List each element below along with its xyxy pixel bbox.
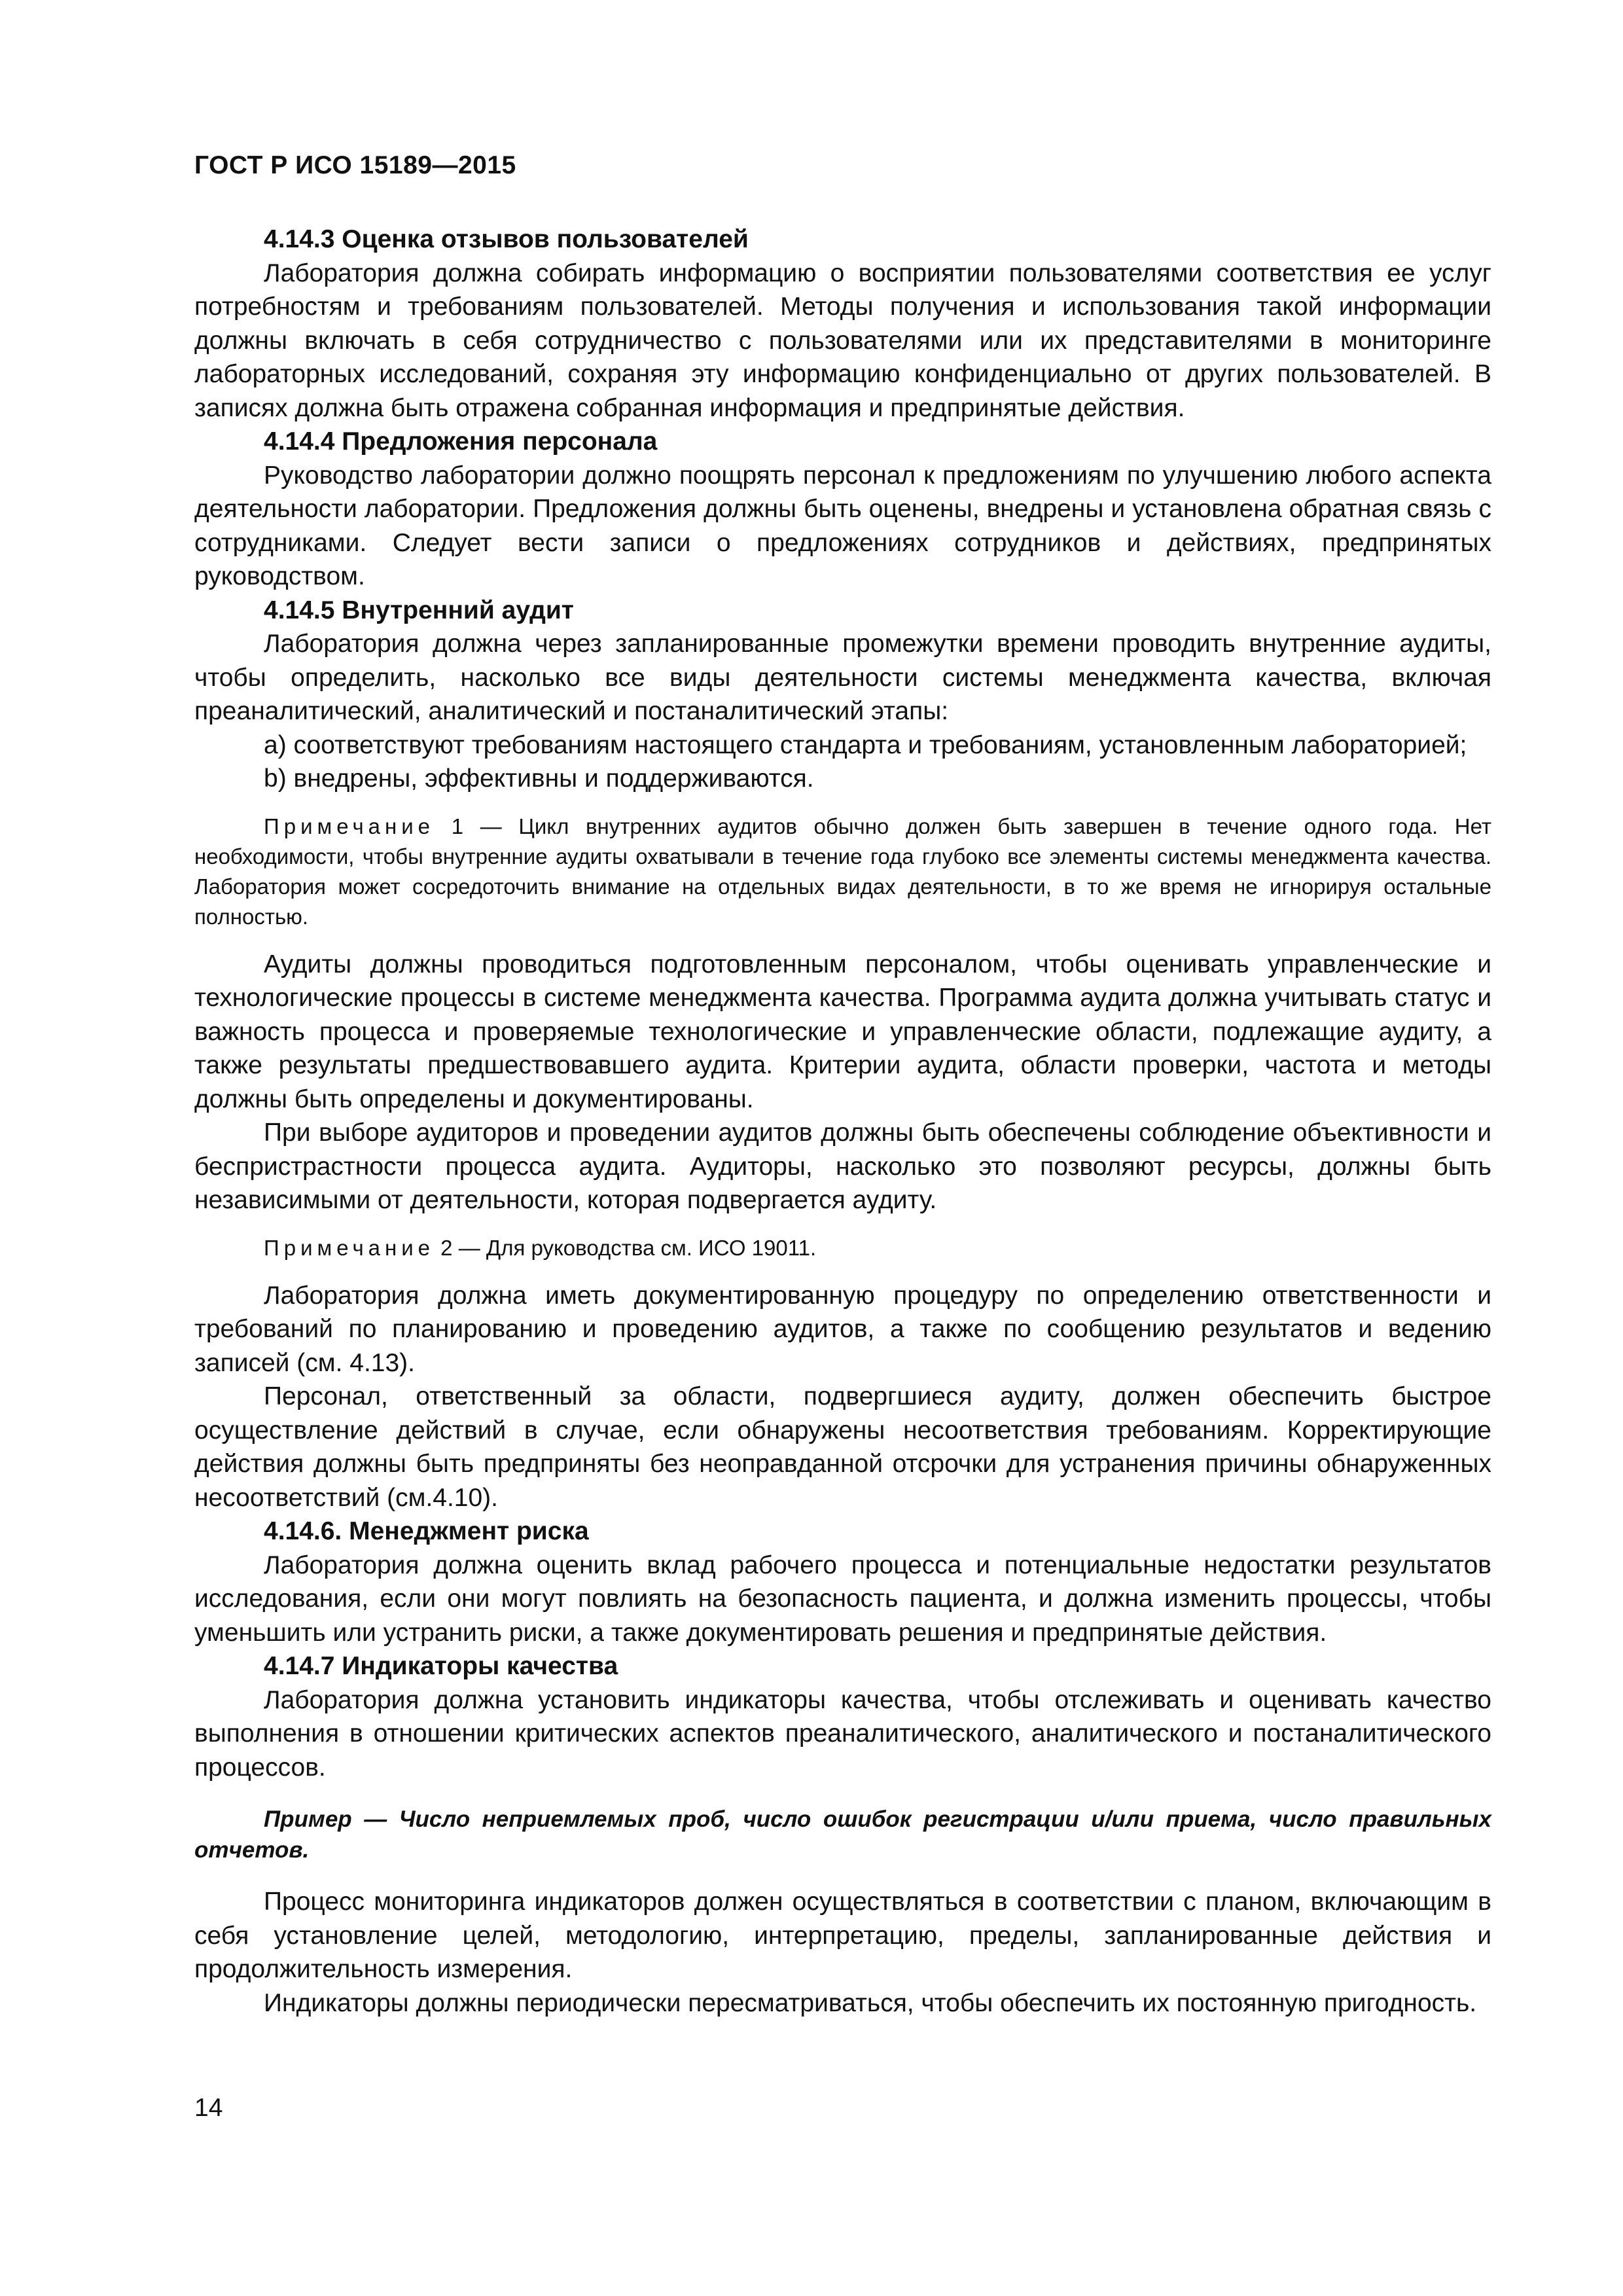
example-text: Пример — Число неприемлемых проб, число ошибок регистрации и/или приема, число правильных отчетов. [194, 1806, 1491, 1863]
section-heading-4-14-6: 4.14.6. Менеджмент риска [264, 1517, 589, 1545]
section-heading-4-14-3: 4.14.3 Оценка отзывов пользователей [264, 225, 749, 253]
section-heading-4-14-7: 4.14.7 Индикаторы качества [264, 1652, 618, 1680]
paragraph: Руководство лаборатории должно поощрять персонал к предложениям по улучшению любого аспекта деятельности лаборатории. Предложения должны быть оценены, внедрены и установлена обратная связь с сотрудниками. Следует вести записи о предложениях сотрудников и действиях, предпринятых руководством. [194, 461, 1491, 590]
paragraph: Лаборатория должна через запланированные промежутки времени проводить внутренние аудиты, чтобы определить, насколько все виды деятельности системы менеджмента качества, включая преаналитический, аналитический и постаналитический этапы: [194, 630, 1491, 725]
document-body [194, 223, 1491, 2020]
note-1 [194, 812, 1491, 932]
note-label: Примечание [264, 1235, 435, 1260]
list-item-a: а) соответствуют требованиям настоящего стандарта и требованиям, установленным лабораторией; [264, 730, 1467, 759]
page-number: 14 [194, 2094, 223, 2122]
note-label: Примечание [264, 814, 435, 838]
note-2 [194, 1233, 1491, 1263]
paragraph: Индикаторы должны периодически пересматриваться, чтобы обеспечить их постоянную пригодность. [264, 1988, 1477, 2017]
paragraph: Лаборатория должна установить индикаторы качества, чтобы отслеживать и оценивать качество выполнения в отношении критических аспектов преаналитического, аналитического и постаналитического процессов. [194, 1685, 1491, 1782]
document-header: ГОСТ Р ИСО 15189—2015 [194, 151, 516, 179]
list-item-b: b) внедрены, эффективны и поддерживаются. [264, 764, 814, 793]
paragraph: При выборе аудиторов и проведении аудитов должны быть обеспечены соблюдение объективности и беспристрастности процесса аудита. Аудиторы, насколько это позволяют ресурсы, должны быть независимыми от деятельности, которая подвергается аудиту. [194, 1119, 1491, 1214]
paragraph: Персонал, ответственный за области, подвергшиеся аудиту, должен обеспечить быстрое осуществление действий в случае, если обнаружены несоответствия требованиям. Корректирующие действия должны быть предприняты без неоправданной отсрочки для устранения причины обнаруженных несоответствий (см.4.10). [194, 1382, 1491, 1512]
section-heading-4-14-4: 4.14.4 Предложения персонала [264, 427, 658, 456]
paragraph: Лаборатория должна иметь документированную процедуру по определению ответственности и требований по планированию и проведению аудитов, а также по сообщению результатов и ведению записей (см. 4.13). [194, 1281, 1491, 1377]
paragraph: Аудиты должны проводиться подготовленным персоналом, чтобы оценивать управленческие и технологические процессы в системе менеджмента качества. Программа аудита должна учитывать статус и важность процесса и проверяемые технологические и управленческие области, подлежащие аудиту, а также результаты предшествовавшего аудита. Критерии аудита, области проверки, частота и методы должны быть определены и документированы. [194, 950, 1491, 1113]
note-text: 1 — Цикл внутренних аудитов обычно должен быть завершен в течение одного года. Нет необходимости, чтобы внутренние аудиты охватывали в течение года глубоко все элементы системы менеджмента качества. Лаборатория может сосредоточить внимание на отдельных видах деятельности, в то же время не игнорируя остальные полностью. [194, 814, 1491, 929]
paragraph: Лаборатория должна оценить вклад рабочего процесса и потенциальные недостатки результатов исследования, если они могут повлиять на безопасность пациента, и должна изменить процессы, чтобы уменьшить или устранить риски, а также документировать решения и предпринятые действия. [194, 1551, 1491, 1647]
paragraph: Лаборатория должна собирать информацию о восприятии пользователями соответствия ее услуг потребностям и требованиям пользователей. Методы получения и использования такой информации должны включать в себя сотрудничество с пользователями или их представителями в мониторинге лабораторных исследований, сохраняя эту информацию конфиденциально от других пользователей. В записях должна быть отражена собранная информация и предпринятые действия. [194, 259, 1491, 422]
note-text: 2 — Для руководства см. ИСО 19011. [435, 1235, 817, 1260]
paragraph: Процесс мониторинга индикаторов должен осуществляться в соответствии с планом, включающим в себя установление целей, методологию, интерпретацию, пределы, запланированные действия и продолжительность измерения. [194, 1888, 1491, 1983]
section-heading-4-14-5: 4.14.5 Внутренний аудит [264, 596, 574, 624]
